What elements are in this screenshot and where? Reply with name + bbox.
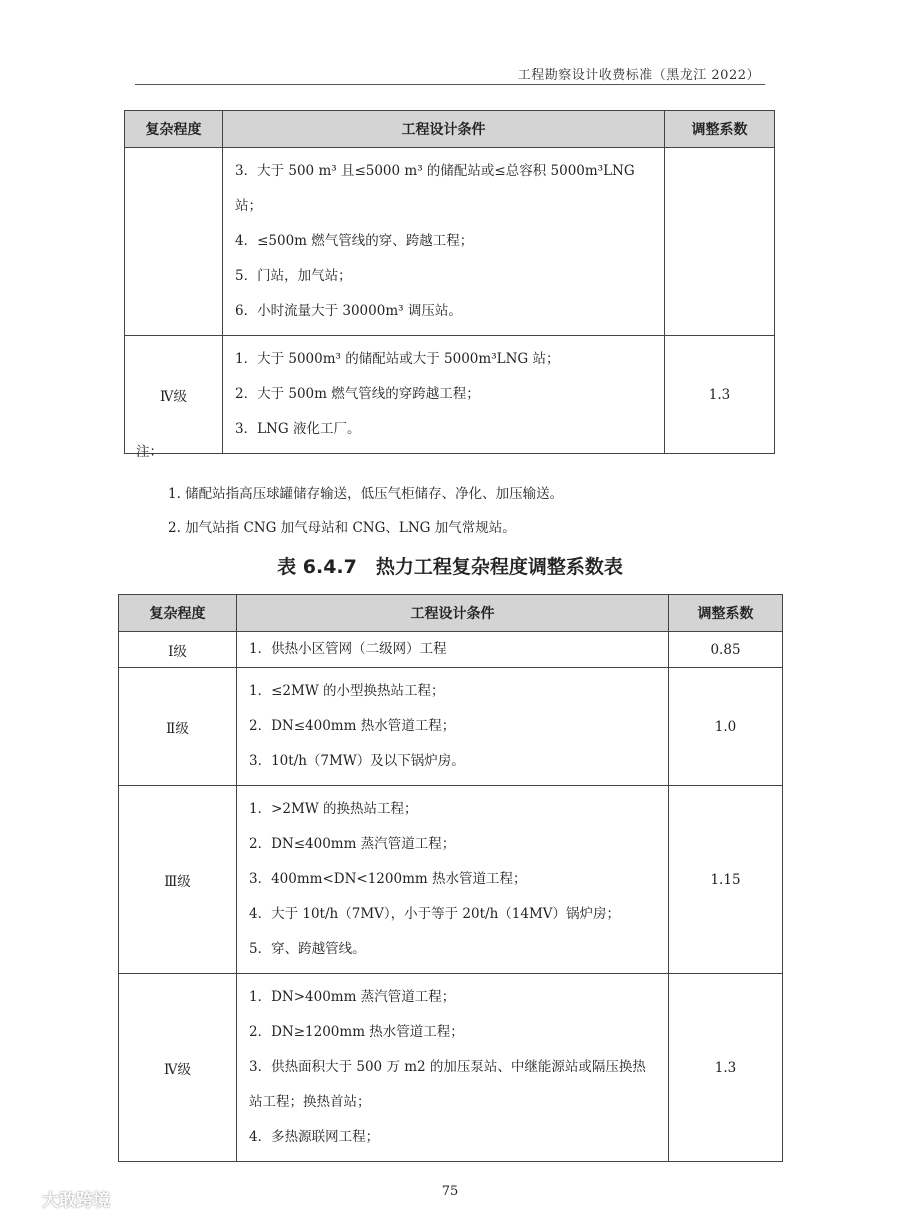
conditions-cell xyxy=(223,148,665,336)
coefficient-cell: 1.3 xyxy=(669,974,783,1162)
running-header: 工程勘察设计收费标准（黑龙江 2022） xyxy=(517,68,760,83)
header-rule xyxy=(135,84,765,85)
conditions-cell xyxy=(237,668,669,786)
table-row xyxy=(125,336,775,454)
table-notes xyxy=(136,440,563,545)
level-cell: Ⅲ级 xyxy=(119,786,237,974)
condition-item: 3．LNG 液化工厂。 xyxy=(235,421,361,437)
watermark xyxy=(10,1186,110,1211)
condition-item: 1．≤2MW 的小型换热站工程； xyxy=(249,683,445,699)
level-cell: Ⅰ级 xyxy=(119,632,237,668)
condition-item: 2．大于 500m 燃气管线的穿跨越工程； xyxy=(235,386,480,402)
conditions-cell xyxy=(237,632,669,668)
condition-item: 1．>2MW 的换热站工程； xyxy=(249,801,418,817)
header-coefficient: 调整系数 xyxy=(669,595,783,632)
condition-item: 5．穿、跨越管线。 xyxy=(249,941,366,957)
coefficient-cell: 0.85 xyxy=(669,632,783,668)
level-cell: Ⅱ级 xyxy=(119,668,237,786)
condition-item: 6．小时流量大于 30000m³ 调压站。 xyxy=(235,303,462,319)
table-header-row xyxy=(125,111,775,148)
gas-engineering-table-continued xyxy=(124,110,775,454)
conditions-cell xyxy=(223,336,665,454)
header-conditions: 工程设计条件 xyxy=(237,595,669,632)
table-row xyxy=(119,974,783,1162)
condition-item: 5．门站，加气站； xyxy=(235,268,352,284)
notes-heading: 注： xyxy=(136,444,163,460)
page-number: 75 xyxy=(441,1184,459,1199)
table-row xyxy=(125,148,775,336)
conditions-cell xyxy=(237,974,669,1162)
header-coefficient: 调整系数 xyxy=(665,111,775,148)
coefficient-cell: 1.15 xyxy=(669,786,783,974)
heating-engineering-table xyxy=(118,594,783,1162)
condition-item: 3．10t/h（7MW）及以下锅炉房。 xyxy=(249,753,465,769)
coefficient-cell xyxy=(665,148,775,336)
header-conditions: 工程设计条件 xyxy=(223,111,665,148)
note-item: 2. 加气站指 CNG 加气母站和 CNG、LNG 加气常规站。 xyxy=(168,520,516,536)
brand-logo-icon xyxy=(10,1187,38,1211)
table-caption: 表 6.4.7 热力工程复杂程度调整系数表 xyxy=(277,556,623,578)
condition-item: 3．供热面积大于 500 万 m2 的加压泵站、中继能源站或隔压换热站工程；换热首站； xyxy=(249,1059,646,1110)
table-row xyxy=(119,632,783,668)
coefficient-cell: 1.3 xyxy=(665,336,775,454)
condition-item: 1．大于 5000m³ 的储配站或大于 5000m³LNG 站； xyxy=(235,351,560,367)
conditions-cell xyxy=(237,786,669,974)
condition-item: 4．多热源联网工程； xyxy=(249,1129,380,1145)
table-header-row xyxy=(119,595,783,632)
level-cell: Ⅳ级 xyxy=(125,336,223,454)
coefficient-cell: 1.0 xyxy=(669,668,783,786)
condition-item: 4．大于 10t/h（7MV），小于等于 20t/h（14MV）锅炉房； xyxy=(249,906,621,922)
level-cell: Ⅳ级 xyxy=(119,974,237,1162)
watermark-text: 大敢跨境 xyxy=(42,1191,110,1211)
note-item: 1. 储配站指高压球罐储存输送，低压气柜储存、净化、加压输送。 xyxy=(168,486,564,502)
condition-item: 2．DN≤400mm 热水管道工程； xyxy=(249,718,456,734)
table-row xyxy=(119,668,783,786)
table-row xyxy=(119,786,783,974)
condition-item: 4．≤500m 燃气管线的穿、跨越工程； xyxy=(235,233,474,249)
header-complexity: 复杂程度 xyxy=(125,111,223,148)
condition-item: 2．DN≥1200mm 热水管道工程； xyxy=(249,1024,464,1040)
level-cell xyxy=(125,148,223,336)
condition-item: 3．大于 500 m³ 且≤5000 m³ 的储配站或≤总容积 5000m³LNG 站； xyxy=(235,163,635,214)
condition-item: 1．供热小区管网（二级网）工程 xyxy=(249,641,447,657)
condition-item: 1．DN>400mm 蒸汽管道工程； xyxy=(249,989,456,1005)
condition-item: 2．DN≤400mm 蒸汽管道工程； xyxy=(249,836,456,852)
header-complexity: 复杂程度 xyxy=(119,595,237,632)
condition-item: 3．400mm<DN<1200mm 热水管道工程； xyxy=(249,871,527,887)
